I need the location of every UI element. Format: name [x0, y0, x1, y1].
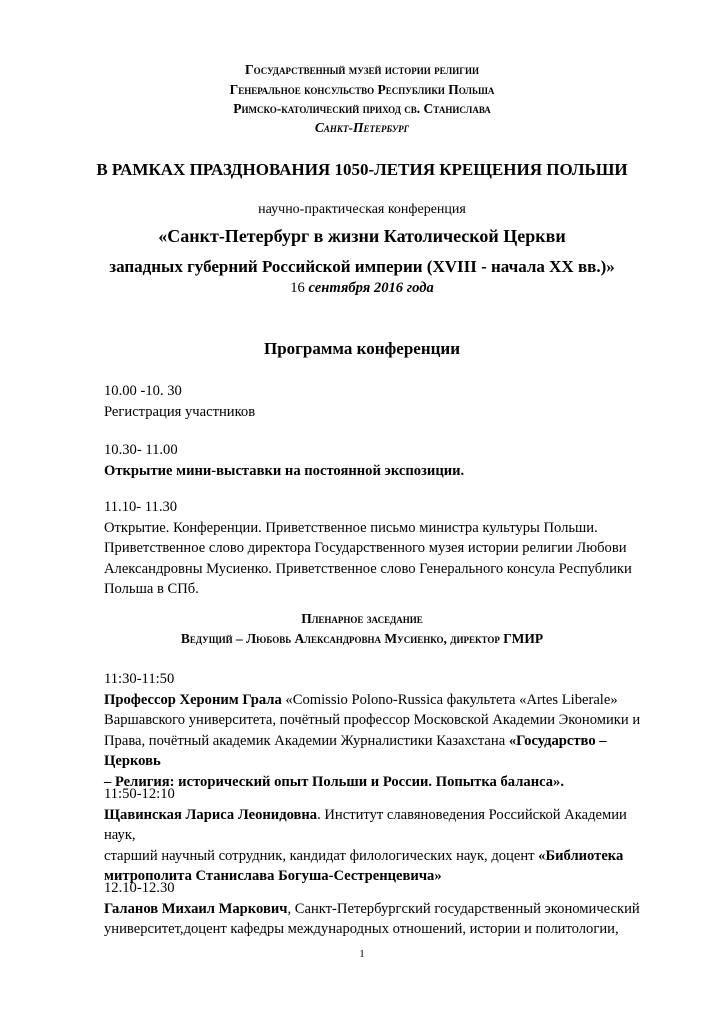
header-museum: Государственный музей истории религии: [245, 62, 479, 77]
session-registration: [104, 381, 644, 422]
session-line: Открытие. Конференции. Приветственное письмо министра культуры Польши.: [104, 519, 598, 536]
document-title: В РАМКАХ ПРАЗДНОВАНИЯ 1050-ЛЕТИЯ КРЕЩЕНИЯ ПОЛЬШИ: [96, 160, 628, 179]
session-line: Польша в СПб.: [104, 581, 199, 597]
speaker-name: Профессор Хероним Грала: [104, 691, 282, 708]
talk-line: Варшавского университета, почётный профессор Московской Академии Экономики и: [104, 712, 641, 728]
speaker-affiliation: Права, почётный академик Академии Журналистики Казахстана: [104, 732, 509, 749]
session-time: 10.00 -10. 30: [104, 383, 182, 399]
session-line: Александровны Мусиенко. Приветственное слово Генерального консула Республики: [104, 560, 632, 577]
talk-line: [104, 899, 644, 920]
session-line: Приветственное слово директора Государственного музея истории религии Любови: [104, 540, 627, 556]
session-opening: [104, 497, 644, 600]
conference-name-line2: западных губерний Российской империи (XVIII - начала XX вв.)»: [109, 257, 615, 276]
talk-line: [104, 731, 644, 772]
speaker-name: Щавинская Лариса Леонидовна: [104, 806, 318, 823]
talk-galanov: [104, 878, 644, 940]
talk-grala: [104, 669, 644, 792]
speaker-affiliation: . Институт славяноведения Российской Академии наук,: [104, 806, 627, 843]
talk-title: «Библиотека: [538, 847, 624, 864]
plenary-moderator: Ведущий – Любовь Александровна Мусиенко, директор ГМИР: [180, 631, 544, 646]
talk-time: 11:30-11:50: [104, 671, 175, 687]
conference-type: научно-практическая конференция: [258, 202, 466, 217]
session-time: 11.10- 11.30: [104, 499, 178, 515]
header-parish: Римско-католический приход св. Станислава: [233, 101, 491, 116]
talk-title: митрополита Станислава Богуша-Сестренцевича»: [104, 868, 442, 884]
conference-name-line1: «Санкт-Петербург в жизни Католической Церкви: [158, 226, 566, 246]
talk-line: [104, 846, 644, 867]
talk-time: 11:50-12:10: [104, 786, 175, 802]
session-exhibition: [104, 440, 644, 481]
program-title: Программа конференции: [264, 339, 460, 358]
speaker-affiliation: «Comissio Polono-Russica факультета «Artes Liberale»: [281, 691, 618, 708]
speaker-affiliation: , Санкт-Петербургский государственный экономический: [287, 900, 640, 917]
talk-title: «Государство – Церковь: [104, 732, 607, 769]
talk-line: [104, 805, 644, 846]
speaker-affiliation: старший научный сотрудник, кандидат филологических наук, доцент: [104, 847, 539, 864]
talk-time: 12.10-12.30: [104, 880, 175, 896]
session-text: Регистрация участников: [104, 403, 256, 420]
session-text: Открытие мини-выставки на постоянной экспозиции.: [104, 462, 465, 479]
session-time: 10.30- 11.00: [104, 442, 178, 458]
talk-line: [104, 690, 644, 711]
header-consulate: Генеральное консульство Республики Польша: [229, 82, 495, 97]
date-rest: сентября 2016 года: [308, 280, 434, 296]
talk-shchavinskaya: [104, 784, 644, 887]
speaker-name: Галанов Михаил Маркович: [104, 900, 288, 917]
plenary-title: Пленарное заседание: [301, 611, 423, 626]
date-day: 16: [290, 280, 305, 296]
talk-line: университет,доцент кафедры международных отношений, истории и политологии,: [104, 921, 619, 937]
page-number: 1: [359, 948, 365, 960]
conference-date: [0, 280, 724, 297]
header-city: Санкт-Петербург: [314, 120, 410, 135]
talk-title: – Религия: исторический опыт Польши и России. Попытка баланса».: [104, 773, 564, 790]
